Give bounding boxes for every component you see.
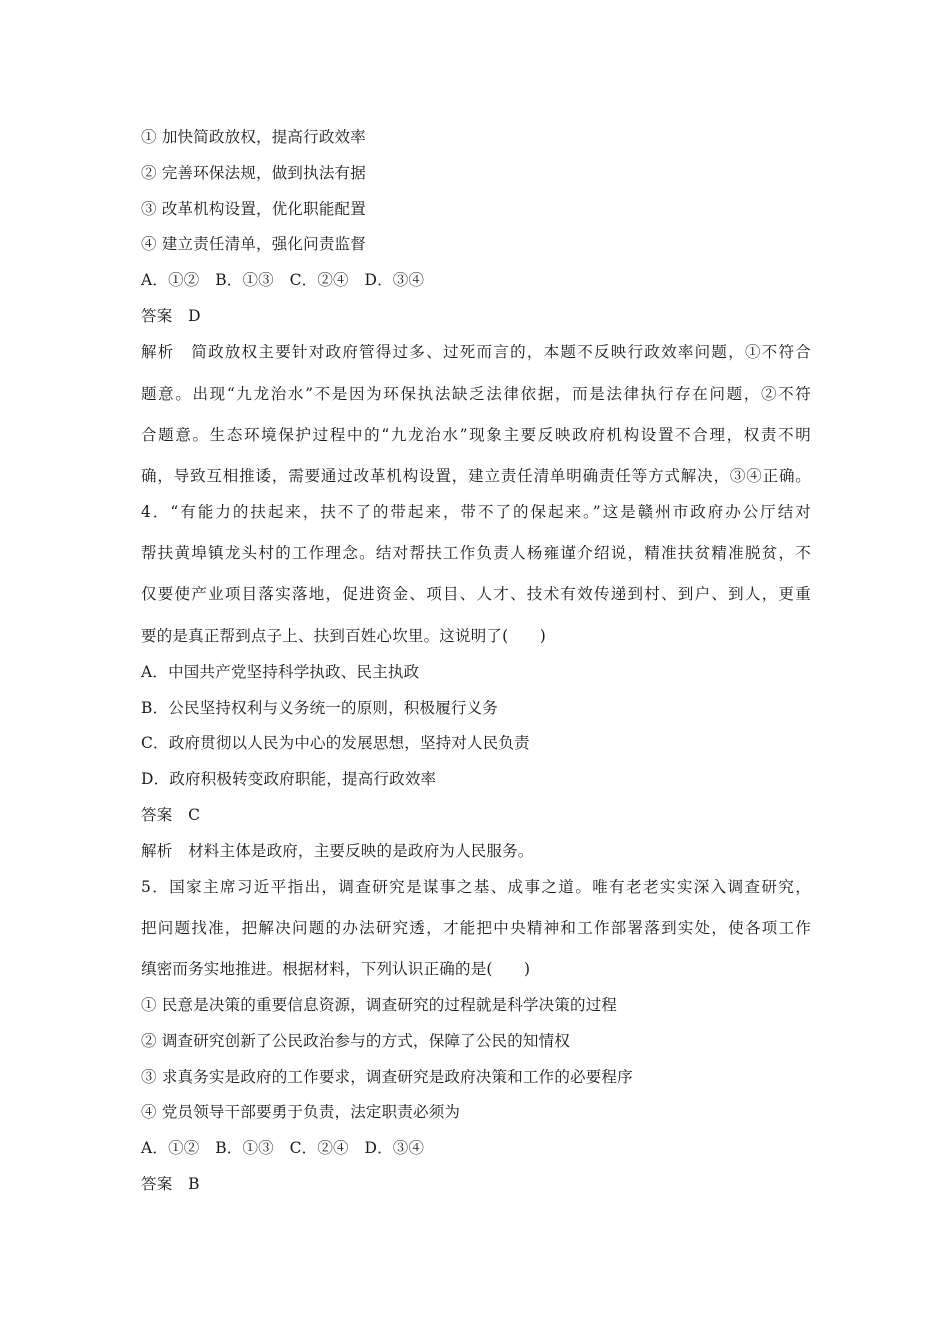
q4-option-d: D．政府积极转变政府职能，提高行政效率 — [141, 770, 437, 788]
q5-option-1: ① 民意是决策的重要信息资源，调查研究的过程就是科学决策的过程 — [141, 996, 618, 1014]
q4-option-a: A．中国共产党坚持科学执政、民主执政 — [141, 663, 420, 681]
q3-analysis-line-1: 解析 简政放权主要针对政府管得过多、过死而言的，本题不反映行政效率问题，①不符合 — [141, 343, 811, 361]
q4-stem-line-4: 要的是真正帮到点子上、扶到百姓心坎里。这说明了( ) — [141, 627, 546, 645]
q3-answer: 答案 D — [141, 307, 201, 325]
q3-option-4: ④ 建立责任清单，强化问责监督 — [141, 235, 366, 253]
q5-choices: A．①② B．①③ C．②④ D．③④ — [141, 1139, 425, 1157]
q3-option-2: ② 完善环保法规，做到执法有据 — [141, 164, 366, 182]
q4-stem-line-3: 仅要使产业项目落实落地，促进资金、项目、人才、技术有效传递到村、到户、到人，更重 — [141, 585, 811, 603]
q5-option-2: ② 调查研究创新了公民政治参与的方式，保障了公民的知情权 — [141, 1032, 571, 1050]
q4-analysis: 解析 材料主体是政府，主要反映的是政府为人民服务。 — [141, 842, 534, 860]
q4-option-b: B．公民坚持权利与义务统一的原则，积极履行义务 — [141, 699, 498, 717]
q4-option-c: C．政府贯彻以人民为中心的发展思想，坚持对人民负责 — [141, 734, 530, 752]
q5-option-3: ③ 求真务实是政府的工作要求，调查研究是政府决策和工作的必要程序 — [141, 1068, 633, 1086]
q3-analysis-line-4: 确，导致互相推诿，需要通过改革机构设置，建立责任清单明确责任等方式解决，③④正确。 — [141, 467, 811, 485]
q3-option-1: ① 加快简政放权，提高行政效率 — [141, 128, 366, 146]
q3-option-3: ③ 改革机构设置，优化职能配置 — [141, 200, 366, 218]
q3-choices: A．①② B．①③ C．②④ D．③④ — [141, 271, 425, 289]
q5-stem-line-2: 把问题找准，把解决问题的办法研究透，才能把中央精神和工作部署落到实处，使各项工作 — [141, 919, 811, 937]
q3-analysis-line-3: 合题意。生态环境保护过程中的“九龙治水”现象主要反映政府机构设置不合理，权责不明 — [141, 426, 811, 444]
q4-stem-line-1: 4．“有能力的扶起来，扶不了的带起来，带不了的保起来。”这是赣州市政府办公厅结对 — [141, 503, 811, 521]
q3-analysis-line-2: 题意。出现“九龙治水”不是因为环保执法缺乏法律依据，而是法律执行存在问题，②不符 — [141, 385, 811, 403]
q5-answer: 答案 B — [141, 1175, 200, 1193]
q4-stem-line-2: 帮扶黄埠镇龙头村的工作理念。结对帮扶工作负责人杨雍谨介绍说，精准扶贫精准脱贫，不 — [141, 544, 811, 562]
q5-option-4: ④ 党员领导干部要勇于负责，法定职责必须为 — [141, 1103, 461, 1121]
q4-answer: 答案 C — [141, 806, 201, 824]
q5-stem-line-3: 缜密而务实地推进。根据材料，下列认识正确的是( ) — [141, 960, 531, 978]
q5-stem-line-1: 5．国家主席习近平指出，调查研究是谋事之基、成事之道。唯有老老实实深入调查研究， — [141, 878, 811, 896]
